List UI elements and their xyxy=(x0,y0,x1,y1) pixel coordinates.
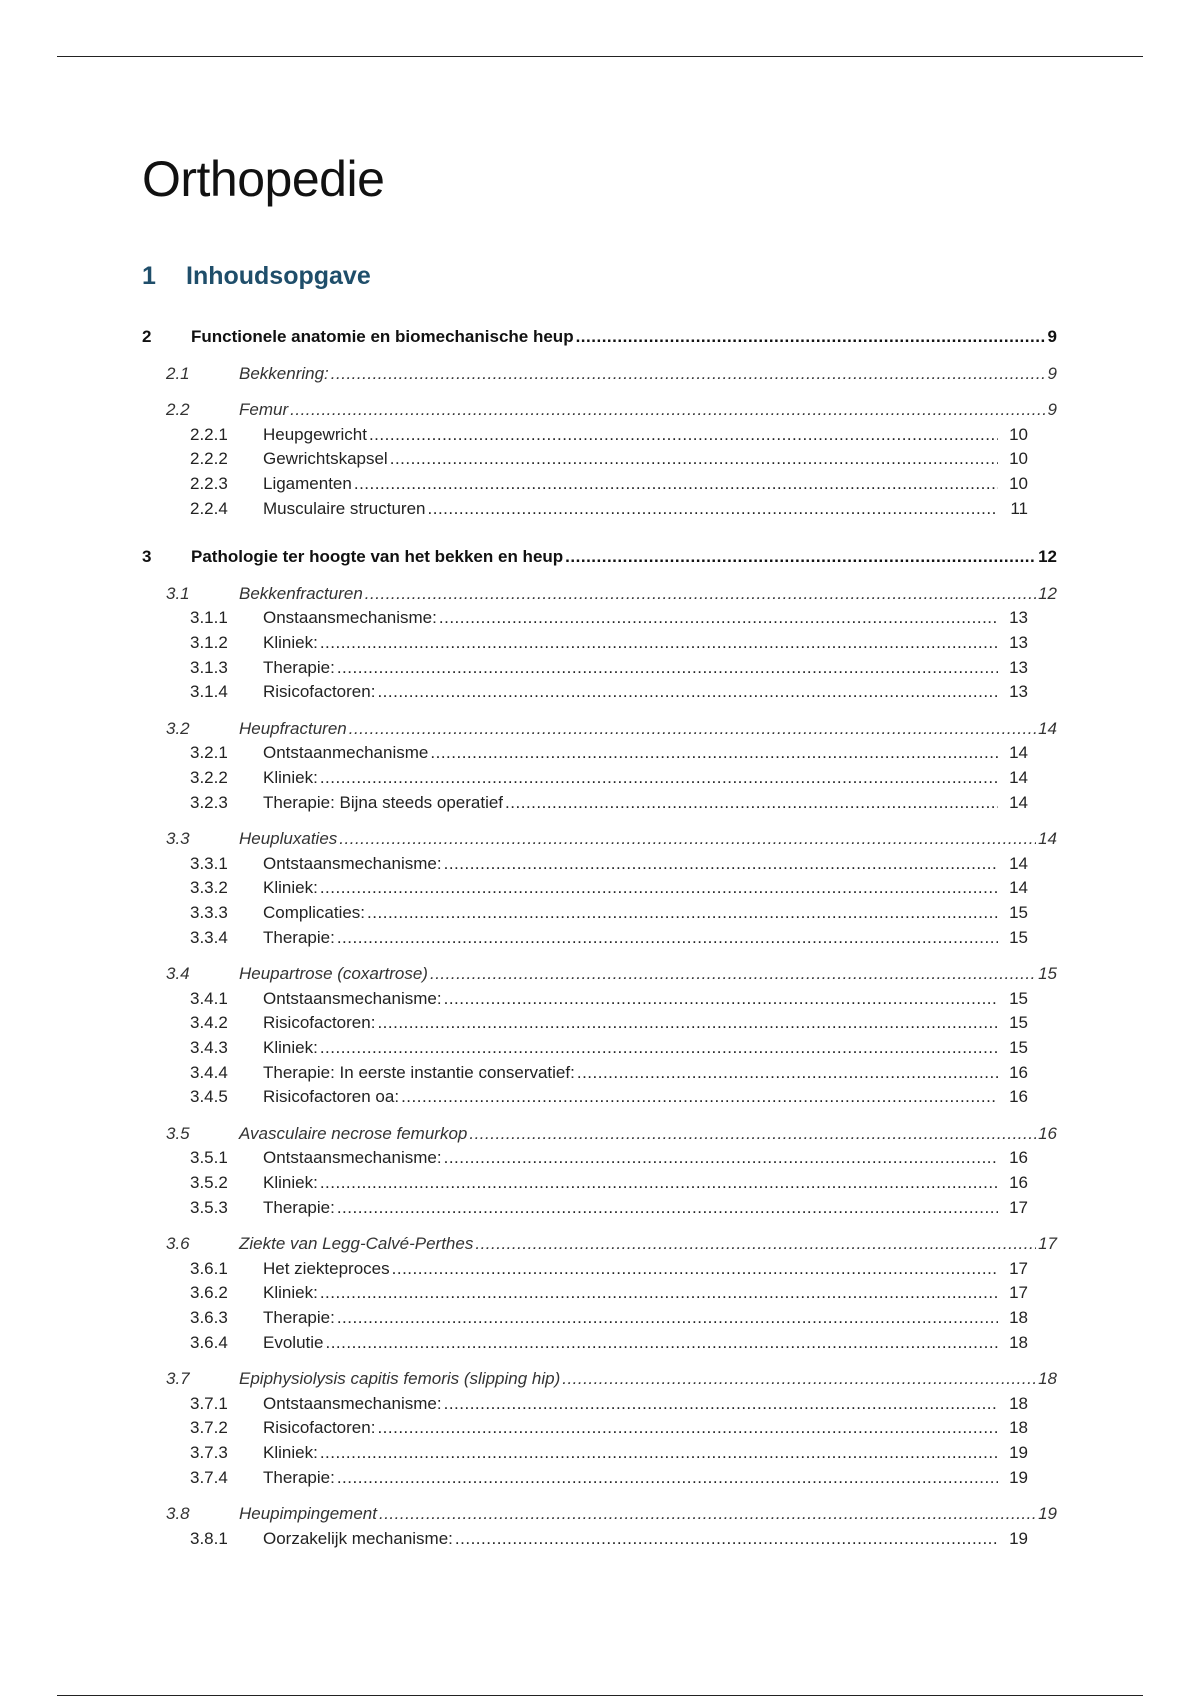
toc-entry-3-7[interactable] xyxy=(166,1368,1057,1390)
toc-entry-title[interactable]: Kliniek: xyxy=(263,1443,318,1462)
toc-entry-title[interactable]: Ziekte van Legg-Calvé-Perthes xyxy=(239,1234,474,1254)
toc-entry-number: 3.6.1 xyxy=(190,1258,228,1278)
toc-entry-number: 3.1.3 xyxy=(190,657,228,677)
toc-entry-number: 3.5.2 xyxy=(190,1173,228,1192)
toc-entry-page[interactable]: 14 xyxy=(1009,853,1028,873)
toc-entry-title[interactable]: Evolutie xyxy=(263,1332,324,1352)
toc-entry-title[interactable]: Ontstaansmechanisme: xyxy=(263,1148,442,1168)
toc-entry-number: 3.4.2 xyxy=(190,1013,228,1033)
toc-entry-page[interactable]: 13 xyxy=(1009,633,1028,652)
dot-leader xyxy=(331,363,1046,385)
dot-leader xyxy=(475,1233,1036,1255)
toc-entry-title[interactable]: Femur xyxy=(239,400,289,420)
toc-entry-page[interactable]: 19 xyxy=(1009,1528,1028,1548)
toc-entry-page[interactable]: 16 xyxy=(1009,1148,1028,1168)
toc-entry-page[interactable]: 9 xyxy=(1047,327,1057,346)
dot-leader xyxy=(444,1147,998,1169)
dot-leader xyxy=(577,1062,998,1084)
toc-entry-3-3-3[interactable] xyxy=(190,902,1028,924)
dot-leader xyxy=(390,448,998,470)
toc-entry-title[interactable]: Risicofactoren: xyxy=(263,1418,376,1438)
toc-entry-2-2-1[interactable] xyxy=(190,424,1028,446)
toc-entry-title[interactable]: Heupgewricht xyxy=(263,424,367,444)
toc-entry-number: 3.4.1 xyxy=(190,988,228,1008)
toc-entry-number: 3.2.1 xyxy=(190,743,228,763)
toc-entry-3-5-3[interactable] xyxy=(190,1197,1028,1219)
toc-entry-number: 3.1.2 xyxy=(190,633,228,652)
dot-leader xyxy=(444,853,998,875)
toc-entry-number: 3.7.4 xyxy=(190,1467,228,1487)
toc-entry-title[interactable]: Complicaties: xyxy=(263,903,366,922)
toc-entry-page[interactable]: 13 xyxy=(1009,682,1028,702)
toc-entry-page[interactable]: 15 xyxy=(1009,988,1028,1008)
dot-leader xyxy=(325,1332,998,1354)
toc-entry-number: 3.7.1 xyxy=(190,1393,228,1413)
toc-entry-title[interactable]: Het ziekteproces xyxy=(263,1258,390,1278)
toc-entry-3-7-1[interactable] xyxy=(190,1393,1028,1415)
toc-entry-page[interactable]: 19 xyxy=(1038,1504,1057,1524)
toc-entry-title[interactable]: Ligamenten xyxy=(263,474,352,493)
toc-entry-3-7-3[interactable] xyxy=(190,1442,1028,1464)
toc-entry-3-1-3[interactable] xyxy=(190,657,1028,679)
toc-entry-title[interactable]: Avasculaire necrose femurkop xyxy=(239,1123,468,1143)
toc-entry-number: 2 xyxy=(142,327,152,346)
toc-entry-page[interactable]: 19 xyxy=(1009,1467,1028,1487)
toc-entry-title[interactable]: Functionele anatomie en biomechanische heup xyxy=(191,327,574,346)
toc-entry-title[interactable]: Oorzakelijk mechanisme: xyxy=(263,1528,453,1548)
dot-leader xyxy=(469,1123,1036,1145)
toc-entry-number: 3.6.4 xyxy=(190,1332,228,1352)
toc-entry-3-7-4[interactable] xyxy=(190,1467,1028,1489)
dot-leader xyxy=(337,1307,998,1329)
toc-entry-page[interactable]: 14 xyxy=(1038,718,1057,738)
dot-leader xyxy=(337,927,998,949)
dot-leader xyxy=(320,1282,998,1304)
toc-entry-3-1[interactable] xyxy=(166,583,1057,605)
toc-entry-number: 3.3.3 xyxy=(190,903,228,922)
toc-entry-2-2-4[interactable] xyxy=(190,498,1028,520)
toc-entry-title[interactable]: Gewrichtskapsel xyxy=(263,449,388,469)
toc-entry-page[interactable]: 17 xyxy=(1009,1258,1028,1278)
toc-entry-number: 3.2.3 xyxy=(190,792,228,812)
toc-entry-page[interactable]: 18 xyxy=(1009,1393,1028,1413)
dot-leader xyxy=(439,607,998,629)
toc-entry-page[interactable]: 15 xyxy=(1009,1013,1028,1033)
toc-entry-number: 2.1 xyxy=(166,363,190,383)
toc-entry-3-6-3[interactable] xyxy=(190,1307,1028,1329)
dot-leader xyxy=(320,1172,998,1194)
toc-entry-title[interactable]: Heupluxaties xyxy=(239,829,338,849)
dot-leader xyxy=(430,742,998,764)
dot-leader xyxy=(377,1012,998,1034)
dot-leader xyxy=(320,1037,998,1059)
toc-entry-3-4-5[interactable] xyxy=(190,1086,1028,1108)
dot-leader xyxy=(377,1417,998,1439)
toc-entry-3-1-4[interactable] xyxy=(190,681,1028,703)
toc-entry-2-1[interactable] xyxy=(166,363,1057,385)
dot-leader xyxy=(320,632,998,654)
toc-entry-number: 3.8.1 xyxy=(190,1528,228,1548)
toc-entry-title[interactable]: Onstaansmechanisme: xyxy=(263,608,437,628)
toc-entry-number: 3.4.3 xyxy=(190,1038,228,1057)
toc-entry-3-6-4[interactable] xyxy=(190,1332,1028,1354)
toc-entry-page[interactable]: 16 xyxy=(1009,1062,1028,1082)
toc-entry-3-4-3[interactable] xyxy=(190,1037,1028,1059)
toc-entry-title[interactable]: Musculaire structuren xyxy=(263,498,426,518)
toc-entry-title[interactable]: Ontstaansmechanisme: xyxy=(263,988,442,1008)
toc-entry-3-4[interactable] xyxy=(166,963,1057,985)
toc-entry-number: 3.1.1 xyxy=(190,608,228,628)
dot-leader xyxy=(337,1467,998,1489)
toc-entry-page[interactable]: 9 xyxy=(1047,363,1057,383)
toc-entry-3-4-2[interactable] xyxy=(190,1012,1028,1034)
toc-entry-3[interactable] xyxy=(142,546,1057,568)
toc-entry-3-2-2[interactable] xyxy=(190,767,1028,789)
dot-leader xyxy=(369,424,998,446)
toc-entry-page[interactable]: 14 xyxy=(1038,829,1057,849)
toc-entry-title[interactable]: Heupfracturen xyxy=(239,718,347,738)
toc-entry-page[interactable]: 14 xyxy=(1009,878,1028,898)
toc-entry-page[interactable]: 12 xyxy=(1038,547,1057,567)
toc-entry-number: 3.6 xyxy=(166,1234,190,1254)
toc-entry-3-8[interactable] xyxy=(166,1503,1057,1525)
dot-leader xyxy=(430,963,1036,985)
toc-entry-3-5-2[interactable] xyxy=(190,1172,1028,1194)
dot-leader xyxy=(444,988,998,1010)
toc-entry-number: 2.2.1 xyxy=(190,424,228,444)
toc-entry-title[interactable]: Therapie: Bijna steeds operatief xyxy=(263,792,504,812)
toc-entry-title[interactable]: Ontstaansmechanisme: xyxy=(263,1393,442,1413)
toc-entry-title[interactable]: Kliniek: xyxy=(263,633,318,652)
toc-entry-number: 3.7.3 xyxy=(190,1443,228,1462)
toc-entry-title[interactable]: Therapie: In eerste instantie conservatief: xyxy=(263,1062,575,1082)
toc-entry-number: 3.3.4 xyxy=(190,927,228,947)
dot-leader xyxy=(354,473,998,495)
toc-entry-number: 2.2.2 xyxy=(190,449,228,469)
toc-entry-title[interactable]: Therapie: xyxy=(263,927,335,947)
toc-entry-3-3-1[interactable] xyxy=(190,853,1028,875)
toc-entry-page[interactable]: 15 xyxy=(1038,964,1057,984)
dot-leader xyxy=(444,1393,998,1415)
toc-entry-3-3-2[interactable] xyxy=(190,877,1028,899)
dot-leader xyxy=(377,681,998,703)
dot-leader xyxy=(349,718,1036,740)
toc-entry-title[interactable]: Heupartrose (coxartrose) xyxy=(239,964,428,984)
toc-entry-page[interactable]: 10 xyxy=(1009,424,1028,444)
toc-entry-title[interactable]: Kliniek: xyxy=(263,878,318,898)
dot-leader xyxy=(455,1528,998,1550)
toc-entry-2-2-2[interactable] xyxy=(190,448,1028,470)
toc-entry-title[interactable]: Bekkenring: xyxy=(239,363,329,383)
document-title: Orthopedie xyxy=(142,151,385,207)
dot-leader xyxy=(576,326,1046,348)
toc-entry-title[interactable]: Therapie: xyxy=(263,1467,335,1487)
toc-entry-page[interactable]: 13 xyxy=(1009,657,1028,677)
dot-leader xyxy=(428,498,998,520)
toc-entry-2-2-3[interactable] xyxy=(190,473,1028,495)
toc-entry-2-2[interactable] xyxy=(166,399,1057,421)
dot-leader xyxy=(320,767,998,789)
toc-entry-page[interactable]: 16 xyxy=(1009,1173,1028,1192)
toc-entry-page[interactable]: 16 xyxy=(1009,1087,1028,1107)
toc-heading-label: Inhoudsopgave xyxy=(186,262,371,290)
toc-entry-page[interactable]: 14 xyxy=(1009,743,1028,763)
toc-entry-number: 3.4.5 xyxy=(190,1087,228,1107)
toc-entry-3-7-2[interactable] xyxy=(190,1417,1028,1439)
dot-leader xyxy=(562,1368,1036,1390)
dot-leader xyxy=(379,1503,1036,1525)
dot-leader xyxy=(339,828,1036,850)
toc-entry-number: 3.3.2 xyxy=(190,878,228,898)
dot-leader xyxy=(320,877,998,899)
toc-entry-title[interactable]: Kliniek: xyxy=(263,768,318,787)
toc-entry-title[interactable]: Risicofactoren oa: xyxy=(263,1087,400,1107)
toc-entry-title[interactable]: Risicofactoren: xyxy=(263,682,376,702)
toc-entry-3-1-2[interactable] xyxy=(190,632,1028,654)
toc-entry-3-4-1[interactable] xyxy=(190,988,1028,1010)
toc-entry-number: 3.8 xyxy=(166,1504,190,1524)
dot-leader xyxy=(337,657,998,679)
toc-entry-page[interactable]: 14 xyxy=(1009,792,1028,812)
toc-entry-page[interactable]: 17 xyxy=(1009,1283,1028,1303)
toc-entry-number: 3.3 xyxy=(166,829,190,849)
toc-entry-number: 3.5 xyxy=(166,1123,190,1143)
toc-entry-number: 3.5.3 xyxy=(190,1197,228,1217)
dot-leader xyxy=(565,546,1036,568)
toc-entry-3-2-3[interactable] xyxy=(190,792,1028,814)
toc-entry-3-4-4[interactable] xyxy=(190,1062,1028,1084)
toc-entry-page[interactable]: 13 xyxy=(1009,608,1028,628)
toc-entry-page[interactable]: 15 xyxy=(1009,903,1028,922)
toc-entry-page[interactable]: 11 xyxy=(1010,498,1028,518)
toc-entry-2[interactable] xyxy=(142,326,1057,348)
toc-entry-number: 3.4.4 xyxy=(190,1062,228,1082)
toc-entry-number: 3.6.3 xyxy=(190,1308,228,1327)
dot-leader xyxy=(401,1086,998,1108)
toc-entry-title[interactable]: Ontstaanmechanisme xyxy=(263,743,429,763)
toc-entry-number: 3.1.4 xyxy=(190,682,228,702)
toc-entry-3-6-1[interactable] xyxy=(190,1258,1028,1280)
toc-entry-3-5-1[interactable] xyxy=(190,1147,1028,1169)
toc-entry-number: 2.2.4 xyxy=(190,498,228,518)
toc-entry-title[interactable]: Epiphysiolysis capitis femoris (slipping hip) xyxy=(239,1369,561,1389)
toc-entry-page[interactable]: 15 xyxy=(1009,927,1028,947)
toc-entry-number: 3.1 xyxy=(166,583,190,603)
toc-entry-title[interactable]: Therapie: xyxy=(263,1197,335,1217)
dot-leader xyxy=(367,902,998,924)
toc-entry-number: 3.7 xyxy=(166,1369,190,1389)
toc-entry-number: 3.4 xyxy=(166,964,190,984)
toc-entry-3-6[interactable] xyxy=(166,1233,1057,1255)
dot-leader xyxy=(505,792,998,814)
toc-entry-3-2-1[interactable] xyxy=(190,742,1028,764)
toc-entry-page[interactable]: 10 xyxy=(1009,474,1028,493)
toc-entry-number: 3.3.1 xyxy=(190,853,228,873)
toc-entry-3-3-4[interactable] xyxy=(190,927,1028,949)
bottom-rule xyxy=(57,1695,1143,1696)
toc-entry-title[interactable]: Therapie: xyxy=(263,1308,335,1327)
toc-entry-page[interactable]: 12 xyxy=(1038,583,1057,603)
toc-entry-page[interactable]: 14 xyxy=(1009,768,1028,787)
toc-entry-number: 3.6.2 xyxy=(190,1283,228,1303)
toc-entry-title[interactable]: Pathologie ter hoogte van het bekken en heup xyxy=(191,547,564,567)
toc-entry-page[interactable]: 16 xyxy=(1038,1123,1057,1143)
toc-entry-3-1-1[interactable] xyxy=(190,607,1028,629)
toc-entry-page[interactable]: 15 xyxy=(1009,1038,1028,1057)
toc-entry-page[interactable]: 18 xyxy=(1009,1418,1028,1438)
toc-entry-number: 3.7.2 xyxy=(190,1418,228,1438)
toc-entry-3-8-1[interactable] xyxy=(190,1528,1028,1550)
toc-entry-3-2[interactable] xyxy=(166,718,1057,740)
toc-entry-3-3[interactable] xyxy=(166,828,1057,850)
toc-entry-number: 2.2 xyxy=(166,400,190,420)
toc-entry-title[interactable]: Kliniek: xyxy=(263,1173,318,1192)
toc-entry-title[interactable]: Ontstaansmechanisme: xyxy=(263,853,442,873)
toc-entry-number: 2.2.3 xyxy=(190,474,228,493)
toc-entry-page[interactable]: 10 xyxy=(1009,449,1028,469)
toc-entry-page[interactable]: 17 xyxy=(1009,1197,1028,1217)
toc-entry-3-6-2[interactable] xyxy=(190,1282,1028,1304)
toc-entry-number: 3.2 xyxy=(166,718,190,738)
toc-entry-number: 3 xyxy=(142,547,152,567)
toc-entry-title[interactable]: Risicofactoren: xyxy=(263,1013,376,1033)
toc-entry-number: 3.2.2 xyxy=(190,768,228,787)
toc-entry-page[interactable]: 9 xyxy=(1047,400,1057,420)
dot-leader xyxy=(337,1197,998,1219)
toc-entry-title[interactable]: Kliniek: xyxy=(263,1038,318,1057)
dot-leader xyxy=(290,399,1045,421)
toc-entry-page[interactable]: 18 xyxy=(1038,1369,1057,1389)
toc-entry-page[interactable]: 17 xyxy=(1038,1234,1057,1254)
dot-leader xyxy=(320,1442,998,1464)
toc-entry-title[interactable]: Kliniek: xyxy=(263,1283,318,1303)
toc-entry-page[interactable]: 19 xyxy=(1009,1443,1028,1462)
toc-entry-3-5[interactable] xyxy=(166,1123,1057,1145)
toc-entry-page[interactable]: 18 xyxy=(1009,1332,1028,1352)
dot-leader xyxy=(365,583,1036,605)
toc-entry-number: 3.5.1 xyxy=(190,1148,228,1168)
toc-entry-title[interactable]: Bekkenfracturen xyxy=(239,583,363,603)
toc-heading-number: 1 xyxy=(142,262,156,290)
dot-leader xyxy=(392,1258,998,1280)
toc-entry-title[interactable]: Heupimpingement xyxy=(239,1504,377,1524)
toc-entry-title[interactable]: Therapie: xyxy=(263,657,335,677)
toc-entry-page[interactable]: 18 xyxy=(1009,1308,1028,1327)
